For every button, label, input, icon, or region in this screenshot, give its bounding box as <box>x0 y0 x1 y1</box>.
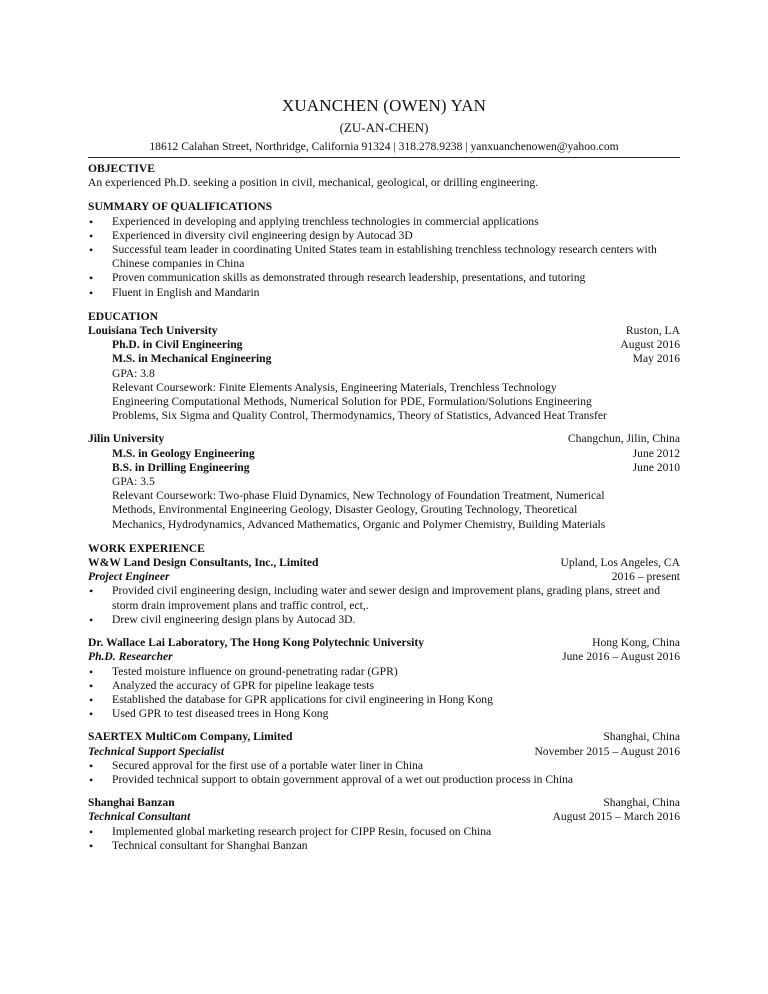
list-item: • Drew civil engineering design plans by Autocad 3D. <box>88 613 680 627</box>
list-item: • Experienced in developing and applying trenchless technologies in commercial applications <box>88 215 680 229</box>
degree-row <box>88 447 680 461</box>
education-entry <box>88 324 680 423</box>
degree-date: June 2010 <box>632 460 680 474</box>
job-title-row <box>88 650 680 664</box>
company-row <box>88 730 680 744</box>
degree-title: B.S. in Drilling Engineering <box>112 460 250 474</box>
company-row <box>88 556 680 570</box>
degree-title: M.S. in Geology Engineering <box>112 446 255 460</box>
school-row <box>88 432 680 446</box>
coursework-line: Problems, Six Sigma and Quality Control, Thermodynamics, Theory of Statistics, Advanced Heat Transfer <box>112 409 607 423</box>
job-location: Hong Kong, China <box>592 636 680 650</box>
coursework-line: Engineering Computational Methods, Numerical Solution for PDE, Formulation/Solutions Engineering <box>112 395 592 409</box>
job-title: Technical Consultant <box>88 810 191 824</box>
list-item: • Established the database for GPR applications for civil engineering in Hong Kong <box>88 693 680 707</box>
job-title: Project Engineer <box>88 570 170 584</box>
job-entry <box>88 730 680 787</box>
list-item: • Implemented global marketing research project for CIPP Resin, focused on China <box>88 825 680 839</box>
gpa: GPA: 3.8 <box>112 366 155 380</box>
degree-title: Ph.D. in Civil Engineering <box>112 338 243 352</box>
coursework-line: Methods, Environmental Engineering Geology, Disaster Geology, Grouting Technology, Theoretical <box>112 503 578 517</box>
summary-list <box>88 215 680 300</box>
job-bullets <box>88 665 680 722</box>
job-entry <box>88 556 680 627</box>
degree-row <box>88 461 680 475</box>
section-heading-objective: OBJECTIVE <box>88 162 156 175</box>
section-heading-education: EDUCATION <box>88 309 158 323</box>
degree-row <box>88 352 680 366</box>
company-name: SAERTEX MultiCom Company, Limited <box>88 730 293 744</box>
resume-page <box>88 0 680 853</box>
list-item: • Technical consultant for Shanghai Banzan <box>88 839 680 853</box>
job-title: Ph.D. Researcher <box>88 650 173 664</box>
job-bullets <box>88 825 680 853</box>
section-heading-work: WORK EXPERIENCE <box>88 541 205 555</box>
job-entry <box>88 796 680 853</box>
education-entry <box>88 432 680 531</box>
coursework-line: Relevant Coursework: Two-phase Fluid Dynamics, New Technology of Foundation Treatment, Numerical <box>112 489 605 503</box>
job-dates: 2016 – present <box>611 570 680 584</box>
job-entry <box>88 636 680 721</box>
school-location: Changchun, Jilin, China <box>567 432 680 446</box>
list-item: • Provided technical support to obtain government approval of a wet out production process in China <box>88 773 680 787</box>
section-heading-summary: SUMMARY OF QUALIFICATIONS <box>88 200 273 214</box>
job-bullets <box>88 759 680 787</box>
degree-row <box>88 338 680 352</box>
company-name: W&W Land Design Consultants, Inc., Limited <box>88 556 319 570</box>
job-location: Shanghai, China <box>603 730 680 744</box>
school-name: Jilin University <box>88 432 165 446</box>
list-item: • Experienced in diversity civil engineering design by Autocad 3D <box>88 229 680 243</box>
company-row <box>88 636 680 650</box>
job-dates: August 2015 – March 2016 <box>552 810 680 824</box>
list-item: • Tested moisture influence on ground-penetrating radar (GPR) <box>88 665 680 679</box>
job-title-row <box>88 745 680 759</box>
job-dates: November 2015 – August 2016 <box>534 744 680 758</box>
header-divider <box>88 157 680 158</box>
list-item: • Provided civil engineering design, including water and sewer design and improvement plans, grading plans, street and storm drain improvement plans and traffic control, ect,. <box>88 584 680 612</box>
list-item: • Successful team leader in coordinating United States team in establishing trenchless technology research centers with Chinese companies in China <box>88 243 680 271</box>
list-item: • Secured approval for the first use of a portable water liner in China <box>88 759 680 773</box>
objective-text: An experienced Ph.D. seeking a position in civil, mechanical, geological, or drilling engineering. <box>88 176 539 190</box>
degree-date: August 2016 <box>620 338 680 352</box>
job-title-row <box>88 570 680 584</box>
school-name: Louisiana Tech University <box>88 324 218 338</box>
list-item: • Fluent in English and Mandarin <box>88 286 680 300</box>
degree-title: M.S. in Mechanical Engineering <box>112 352 272 366</box>
gpa: GPA: 3.5 <box>112 475 155 489</box>
list-item: • Proven communication skills as demonstrated through research leadership, presentations, and tutoring <box>88 271 680 285</box>
contact-line: 18612 Calahan Street, Northridge, California 91324 | 318.278.9238 | yanxuanchenowen@yahoo.com <box>149 140 619 153</box>
job-location: Shanghai, China <box>603 796 680 810</box>
job-title: Technical Support Specialist <box>88 744 225 758</box>
list-item: • Used GPR to test diseased trees in Hong Kong <box>88 707 680 721</box>
coursework-line: Mechanics, Hydrodynamics, Advanced Mathematics, Organic and Polymer Chemistry, Building Materials <box>112 517 606 531</box>
list-item: • Analyzed the accuracy of GPR for pipeline leakage tests <box>88 679 680 693</box>
job-title-row <box>88 810 680 824</box>
school-row <box>88 324 680 338</box>
degree-date: June 2012 <box>632 446 680 460</box>
degree-date: May 2016 <box>632 352 680 366</box>
job-bullets <box>88 584 680 627</box>
school-location: Ruston, LA <box>625 324 680 338</box>
job-dates: June 2016 – August 2016 <box>562 650 680 664</box>
company-name: Dr. Wallace Lai Laboratory, The Hong Kong Polytechnic University <box>88 636 425 650</box>
candidate-name: XUANCHEN (OWEN) YAN <box>281 96 487 115</box>
company-row <box>88 796 680 810</box>
name-pronunciation: (ZU-AN-CHEN) <box>339 120 429 135</box>
coursework-line: Relevant Coursework: Finite Elements Analysis, Engineering Materials, Trenchless Technology <box>112 380 557 394</box>
company-name: Shanghai Banzan <box>88 796 175 810</box>
job-location: Upland, Los Angeles, CA <box>560 556 680 570</box>
